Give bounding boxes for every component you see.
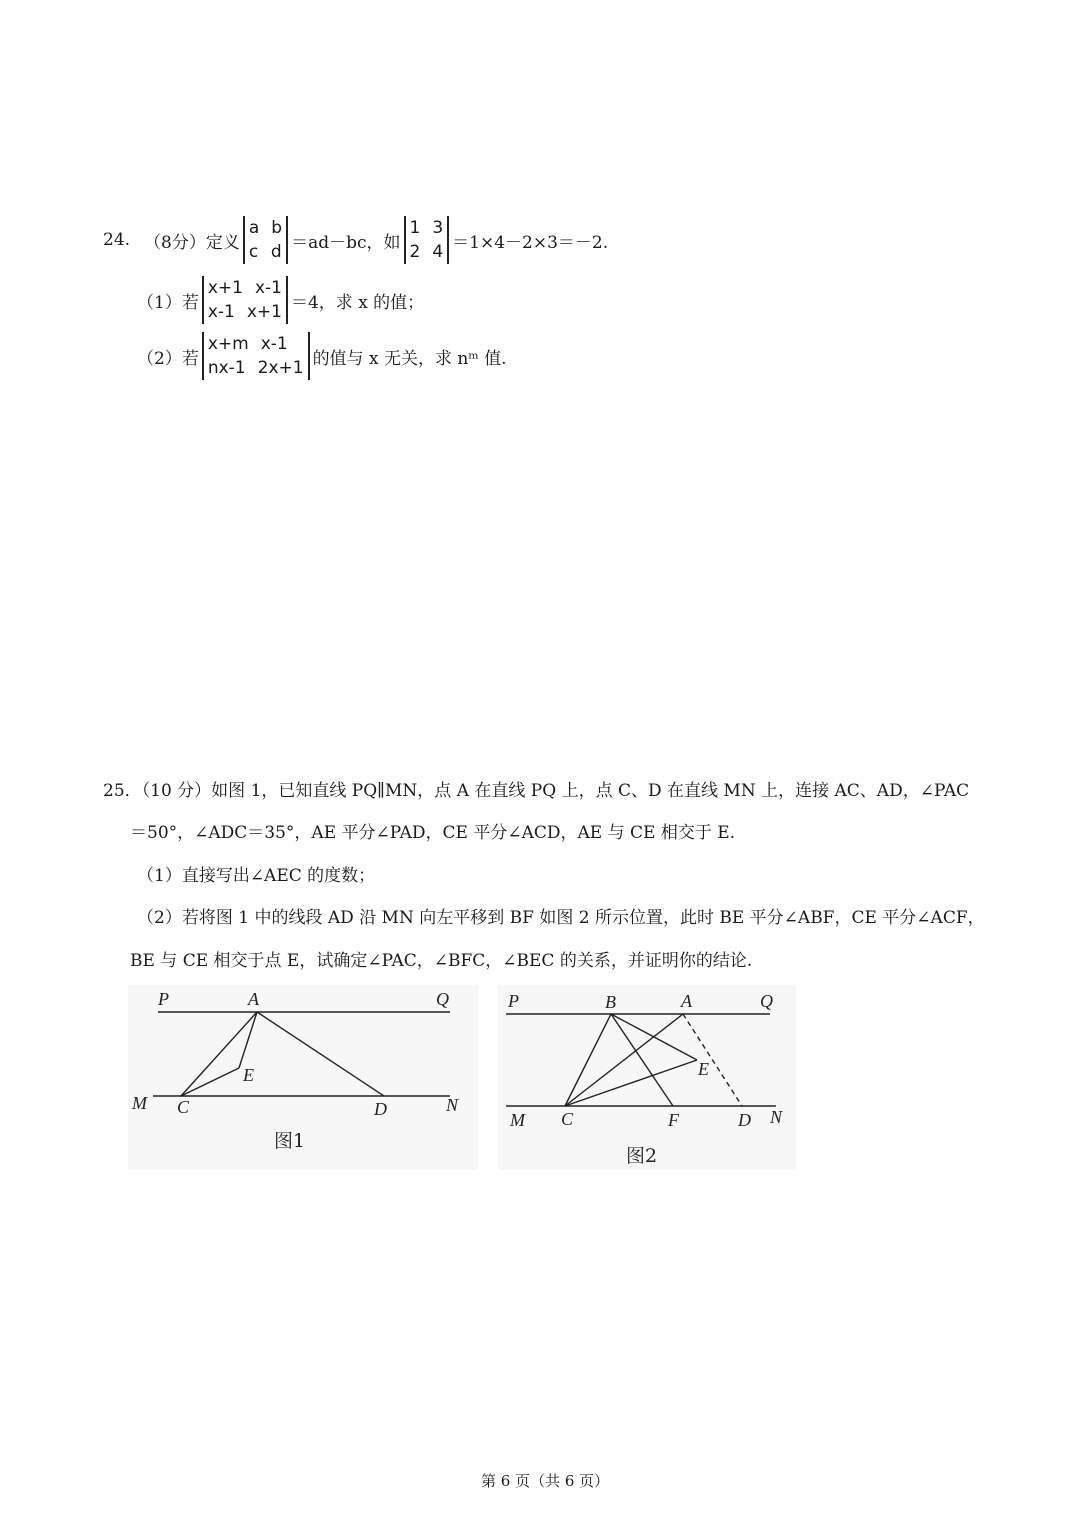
label-d: D: [738, 1110, 751, 1130]
label-m: M: [132, 1093, 147, 1113]
q24-part1: [137, 272, 424, 328]
figure-1-caption: 图1: [274, 1130, 306, 1152]
q25-line1: 25．（10 分）如图 1，已知直线 PQ∥MN，点 A 在直线 PQ 上，点 C、D 在直线 MN 上，连接 AC、AD，∠PAC: [103, 781, 970, 801]
q25-part2-cont: BE 与 CE 相交于点 E，试确定∠PAC，∠BFC，∠BEC 的关系，并证明你的结论.: [130, 951, 753, 971]
example-matrix: 1 3 2 4: [404, 216, 450, 264]
label-n: N: [770, 1107, 783, 1127]
q25-part1: （1）直接写出∠AEC 的度数；: [137, 866, 376, 886]
label-c: C: [177, 1097, 190, 1117]
def-equation: ＝ad－bc，如: [291, 232, 401, 253]
q24-part1-suffix: ＝4，求 x 的值；: [290, 292, 425, 313]
q25-line2: ＝50°，∠ADC＝35°，AE 平分∠PAD，CE 平分∠ACD，AE 与 CE 相交于 E.: [130, 823, 736, 843]
q25-part2: （2）若将图 1 中的线段 AD 沿 MN 向左平移到 BF 如图 2 所示位置，此时 BE 平分∠ABF，CE 平分∠ACF，: [137, 908, 985, 928]
def-matrix: a b c d: [243, 216, 288, 264]
figure-1: [128, 985, 478, 1170]
label-m: M: [510, 1110, 525, 1130]
q24-part1-prefix: （1）若: [137, 292, 199, 313]
label-q: Q: [760, 991, 773, 1011]
q24-part2-suffix: 的值与 x 无关，求 nᵐ 值.: [312, 348, 507, 369]
page-footer: 第 6 页（共 6 页）: [481, 1472, 610, 1490]
label-n: N: [446, 1095, 459, 1115]
label-d: D: [374, 1099, 387, 1119]
label-b: B: [605, 992, 616, 1012]
figure-2-caption: 图2: [626, 1145, 658, 1167]
q24-line: [103, 212, 608, 268]
label-c: C: [561, 1109, 574, 1129]
q24-number: 24.: [103, 230, 131, 250]
label-p: P: [158, 989, 169, 1009]
q24-part2: [137, 328, 507, 384]
label-f: F: [668, 1110, 679, 1130]
example-equation: ＝1×4－2×3＝－2.: [452, 232, 609, 253]
part1-matrix: x+1 x-1 x-1 x+1: [202, 276, 288, 324]
label-a: A: [248, 989, 259, 1009]
label-a: A: [681, 991, 692, 1011]
q24-points: （8分）定义: [144, 232, 240, 253]
q24-part2-prefix: （2）若: [137, 348, 199, 369]
label-p: P: [508, 991, 519, 1011]
part2-matrix: x+m x-1 nx-1 2x+1: [202, 332, 310, 380]
label-e: E: [698, 1059, 709, 1079]
label-q: Q: [436, 989, 449, 1009]
figure-2: [498, 985, 796, 1170]
label-e: E: [243, 1065, 254, 1085]
